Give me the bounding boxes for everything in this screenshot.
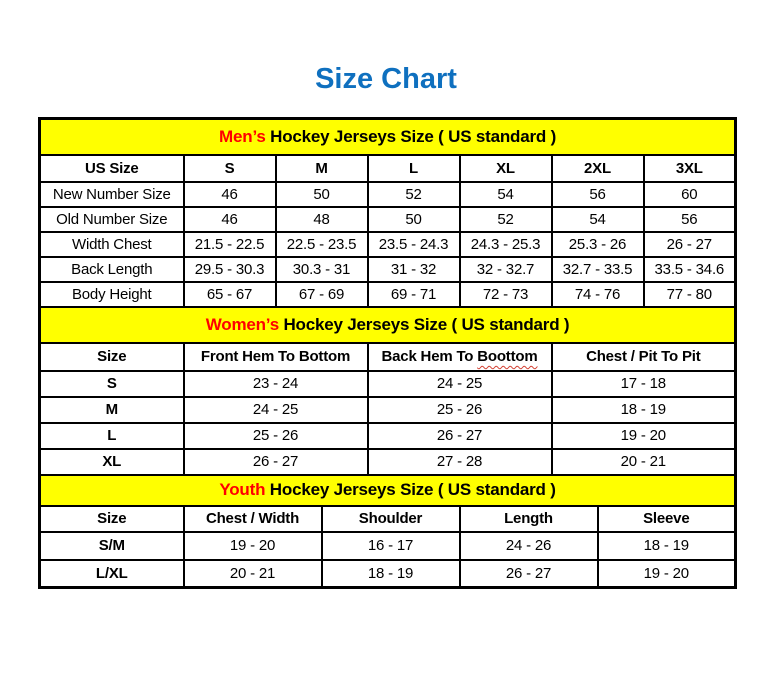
- youth-cell: 24 - 26: [460, 532, 598, 560]
- mens-column-header: L: [368, 155, 460, 182]
- mens-cell: 31 - 32: [368, 257, 460, 282]
- womens-cell: 24 - 25: [184, 397, 368, 423]
- mens-cell: 30.3 - 31: [276, 257, 368, 282]
- womens-cell: 26 - 27: [184, 449, 368, 475]
- mens-cell: 46: [184, 207, 276, 232]
- mens-cell: 54: [460, 182, 552, 207]
- youth-row-label: S/M: [40, 532, 184, 560]
- size-chart: [38, 117, 734, 589]
- womens-row-label: S: [40, 371, 184, 397]
- mens-cell: 23.5 - 24.3: [368, 232, 460, 257]
- youth-section-heading: [40, 475, 736, 506]
- womens-cell: 25 - 26: [368, 397, 552, 423]
- mens-cell: 26 - 27: [644, 232, 736, 257]
- mens-cell: 46: [184, 182, 276, 207]
- mens-cell: 50: [276, 182, 368, 207]
- mens-cell: 24.3 - 25.3: [460, 232, 552, 257]
- youth-cell: 16 - 17: [322, 532, 460, 560]
- mens-column-header: 2XL: [552, 155, 644, 182]
- mens-cell: 77 - 80: [644, 282, 736, 307]
- mens-column-header: 3XL: [644, 155, 736, 182]
- mens-cell: 50: [368, 207, 460, 232]
- youth-heading-accent: Youth: [219, 480, 266, 499]
- mens-cell: 52: [368, 182, 460, 207]
- mens-row-label: Width Chest: [40, 232, 184, 257]
- womens-cell: 25 - 26: [184, 423, 368, 449]
- womens-cell: 23 - 24: [184, 371, 368, 397]
- womens-section-heading: [40, 307, 736, 343]
- size-chart-table: [38, 117, 737, 589]
- youth-column-header: Size: [40, 506, 184, 532]
- youth-heading-text: Hockey Jerseys Size ( US standard ): [265, 480, 556, 499]
- page-title: Size Chart: [315, 63, 457, 95]
- womens-heading-text: Hockey Jerseys Size ( US standard ): [278, 314, 570, 334]
- mens-cell: 67 - 69: [276, 282, 368, 307]
- youth-cell: 26 - 27: [460, 560, 598, 588]
- mens-cell: 56: [552, 182, 644, 207]
- mens-section-heading: [40, 119, 736, 155]
- mens-heading-text: Hockey Jerseys Size ( US standard ): [265, 126, 557, 146]
- womens-column-header: Size: [40, 343, 184, 371]
- youth-column-header: Chest / Width: [184, 506, 322, 532]
- womens-cell: 19 - 20: [552, 423, 736, 449]
- womens-row-label: L: [40, 423, 184, 449]
- mens-cell: 65 - 67: [184, 282, 276, 307]
- mens-cell: 56: [644, 207, 736, 232]
- youth-cell: 19 - 20: [598, 560, 736, 588]
- youth-row-label: L/XL: [40, 560, 184, 588]
- womens-row-label: XL: [40, 449, 184, 475]
- mens-cell: 69 - 71: [368, 282, 460, 307]
- mens-cell: 32.7 - 33.5: [552, 257, 644, 282]
- mens-cell: 52: [460, 207, 552, 232]
- womens-cell: 18 - 19: [552, 397, 736, 423]
- mens-cell: 72 - 73: [460, 282, 552, 307]
- mens-cell: 29.5 - 30.3: [184, 257, 276, 282]
- mens-cell: 54: [552, 207, 644, 232]
- misspelled-word: Boottom: [477, 348, 538, 365]
- mens-column-header: XL: [460, 155, 552, 182]
- mens-cell: 21.5 - 22.5: [184, 232, 276, 257]
- womens-column-header: Back Hem To Boottom: [368, 343, 552, 371]
- youth-cell: 18 - 19: [598, 532, 736, 560]
- mens-column-header: M: [276, 155, 368, 182]
- mens-cell: 33.5 - 34.6: [644, 257, 736, 282]
- youth-column-header: Length: [460, 506, 598, 532]
- womens-heading-accent: Women’s: [205, 314, 279, 334]
- mens-column-header: S: [184, 155, 276, 182]
- mens-cell: 25.3 - 26: [552, 232, 644, 257]
- mens-cell: 60: [644, 182, 736, 207]
- womens-cell: 27 - 28: [368, 449, 552, 475]
- mens-heading-accent: Men’s: [219, 126, 266, 146]
- youth-column-header: Sleeve: [598, 506, 736, 532]
- youth-cell: 20 - 21: [184, 560, 322, 588]
- mens-column-header: US Size: [40, 155, 184, 182]
- mens-cell: 48: [276, 207, 368, 232]
- mens-row-label: New Number Size: [40, 182, 184, 207]
- womens-cell: 17 - 18: [552, 371, 736, 397]
- mens-cell: 74 - 76: [552, 282, 644, 307]
- youth-cell: 18 - 19: [322, 560, 460, 588]
- mens-cell: 32 - 32.7: [460, 257, 552, 282]
- youth-column-header: Shoulder: [322, 506, 460, 532]
- mens-row-label: Back Length: [40, 257, 184, 282]
- womens-column-header: Front Hem To Bottom: [184, 343, 368, 371]
- womens-column-header: Chest / Pit To Pit: [552, 343, 736, 371]
- mens-cell: 22.5 - 23.5: [276, 232, 368, 257]
- mens-row-label: Old Number Size: [40, 207, 184, 232]
- womens-cell: 26 - 27: [368, 423, 552, 449]
- womens-cell: 20 - 21: [552, 449, 736, 475]
- youth-cell: 19 - 20: [184, 532, 322, 560]
- mens-row-label: Body Height: [40, 282, 184, 307]
- womens-cell: 24 - 25: [368, 371, 552, 397]
- womens-row-label: M: [40, 397, 184, 423]
